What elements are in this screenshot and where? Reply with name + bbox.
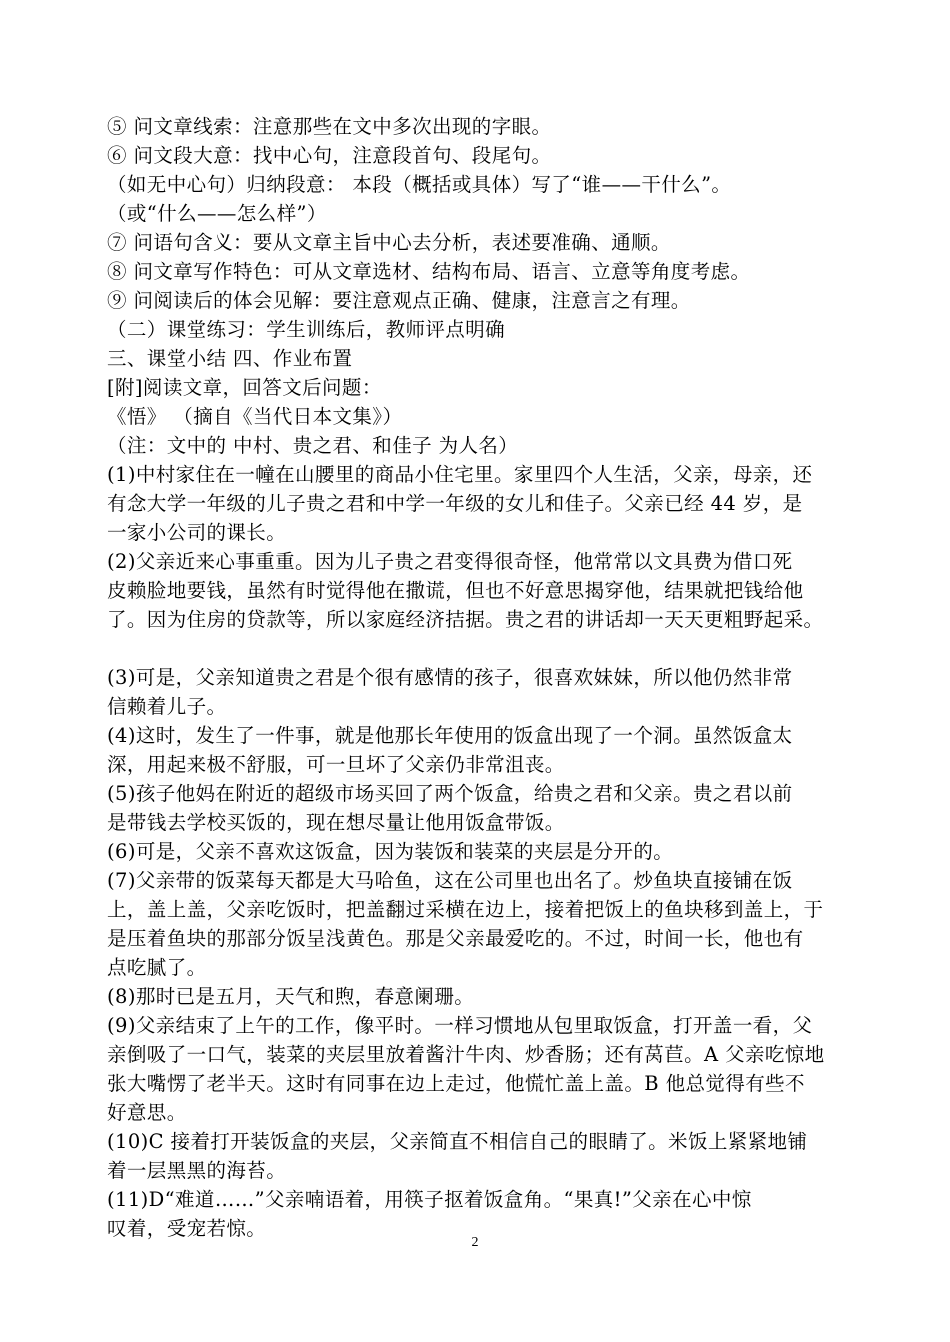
text-line: ⑥ 问文段大意：找中心句，注意段首句、段尾句。	[107, 144, 552, 167]
text-line: （注：文中的 中村、贵之君、和佳子 为人名）	[107, 434, 519, 457]
text-line: 好意思。	[107, 1101, 187, 1124]
text-line: ⑧ 问文章写作特色：可从文章选材、结构布局、语言、立意等角度考虑。	[107, 260, 751, 283]
text-line: 一家小公司的课长。	[107, 521, 287, 544]
text-line: (2)父亲近来心事重重。因为儿子贵之君变得很奇怪，他常常以文具费为借口死	[107, 550, 793, 573]
text-line: [附]阅读文章，回答文后问题：	[107, 376, 382, 399]
text-line: ⑦ 问语句含义：要从文章主旨中心去分析，表述要准确、通顺。	[107, 231, 671, 254]
text-line: （或“什么——怎么样”）	[107, 202, 327, 225]
text-line: 信赖着儿子。	[107, 695, 227, 718]
text-line: 亲倒吸了一口气，装菜的夹层里放着酱汁牛肉、炒香肠；还有莴苣。A 父亲吃惊地	[107, 1043, 825, 1066]
text-line: (6)可是，父亲不喜欢这饭盒，因为装饭和装菜的夹层是分开的。	[107, 840, 674, 863]
page-number: 2	[471, 1235, 479, 1250]
text-line: (11)D“难道……”父亲喃语着，用筷子抠着饭盒角。“果真!”父亲在心中惊	[107, 1188, 752, 1211]
text-line: 点吃腻了。	[107, 956, 207, 979]
blank-line	[107, 634, 857, 663]
text-line: 深，用起来极不舒服，可一旦坏了父亲仍非常沮丧。	[107, 753, 565, 776]
text-line: (3)可是，父亲知道贵之君是个很有感情的孩子，很喜欢妹妹，所以他仍然非常	[107, 666, 793, 689]
text-line: 有念大学一年级的儿子贵之君和中学一年级的女儿和佳子。父亲已经 44 岁，是	[107, 492, 803, 515]
text-line: (4)这时，发生了一件事，就是他那长年使用的饭盒出现了一个洞。虽然饭盒太	[107, 724, 793, 747]
text-line: 是带钱去学校买饭的，现在想尽量让他用饭盒带饭。	[107, 811, 565, 834]
text-line: (10)C 接着打开装饭盒的夹层，父亲简直不相信自己的眼睛了。米饭上紧紧地铺	[107, 1130, 808, 1153]
text-line: 皮赖脸地要钱，虽然有时觉得他在撒谎，但也不好意思揭穿他，结果就把钱给他	[107, 579, 804, 602]
text-line: (7)父亲带的饭菜每天都是大马哈鱼，这在公司里也出名了。炒鱼块直接铺在饭	[107, 869, 793, 892]
text-line: （二）课堂练习：学生训练后，教师评点明确	[107, 318, 506, 341]
text-line: （如无中心句）归纳段意： 本段（概括或具体）写了“谁——干什么”。	[107, 173, 732, 196]
text-line: 三、课堂小结 四、作业布置	[107, 347, 353, 370]
text-line: (9)父亲结束了上午的工作，像平时。一样习惯地从包里取饭盒，打开盖一看，父	[107, 1014, 813, 1037]
text-line: 着一层黑黑的海苔。	[107, 1159, 287, 1182]
text-line: (1)中村家住在一幢在山腰里的商品小住宅里。家里四个人生活，父亲，母亲，还	[107, 463, 813, 486]
text-line: ⑤ 问文章线索：注意那些在文中多次出现的字眼。	[107, 115, 552, 138]
text-line: ⑨ 问阅读后的体会见解：要注意观点正确、健康，注意言之有理。	[107, 289, 691, 312]
text-line: (5)孩子他妈在附近的超级市场买回了两个饭盒，给贵之君和父亲。贵之君以前	[107, 782, 793, 805]
document-body	[107, 112, 857, 1243]
text-line: 是压着鱼块的那部分饭呈浅黄色。那是父亲最爱吃的。不过，时间一长，他也有	[107, 927, 804, 950]
text-line: 《悟》 （摘自《当代日本文集》）	[107, 405, 403, 428]
text-line: 叹着，受宠若惊。	[107, 1217, 267, 1240]
text-line: 张大嘴愣了老半天。这时有同事在边上走过，他慌忙盖上盖。B 他总觉得有些不	[107, 1072, 805, 1095]
text-line: 了。因为住房的贷款等，所以家庭经济拮据。贵之君的讲话却一天天更粗野起采。	[107, 608, 824, 631]
text-line: (8)那时已是五月，天气和煦，春意阑珊。	[107, 985, 475, 1008]
text-line: 上，盖上盖，父亲吃饭时，把盖翻过采横在边上，接着把饭上的鱼块移到盖上，于	[107, 898, 824, 921]
